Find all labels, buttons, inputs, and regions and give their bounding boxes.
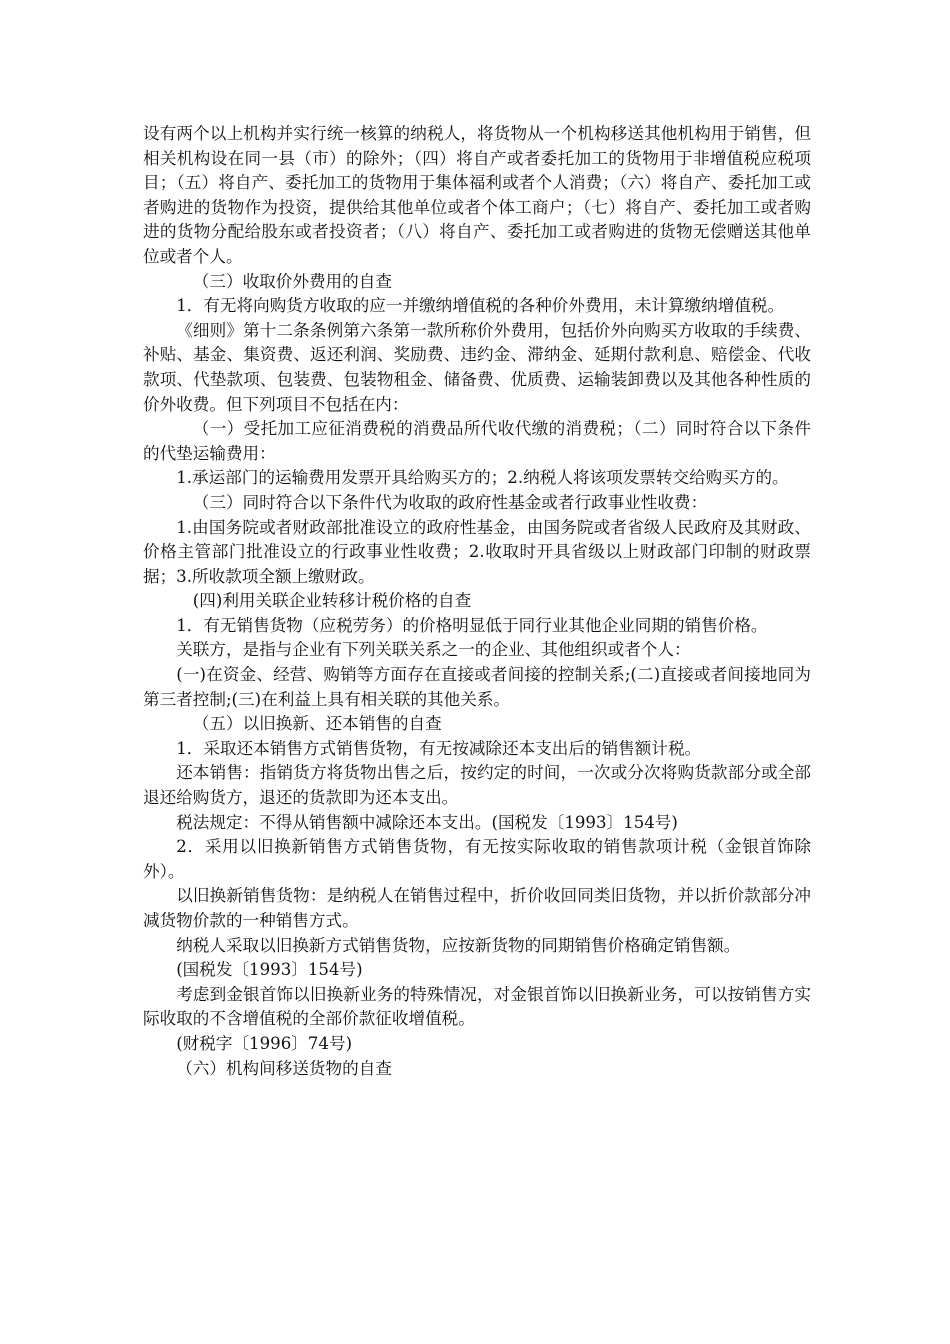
section-heading: (四)利用关联企业转移计税价格的自查 <box>192 591 472 611</box>
paragraph: （一）受托加工应征消费税的消费品所代收代缴的消费税；（二）同时符合以下条件的代垫运输费用： <box>143 419 811 463</box>
section-heading: （五）以旧换新、还本销售的自查 <box>192 714 442 734</box>
section-heading: （三）收取价外费用的自查 <box>192 271 392 291</box>
paragraph: 1．采取还本销售方式销售货物，有无按减除还本支出后的销售额计税。 <box>176 738 702 758</box>
paragraph: 考虑到金银首饰以旧换新业务的特殊情况，对金银首饰以旧换新业务，可以按销售方实际收取的不含增值税的全部价款征收增值税。 <box>143 984 811 1029</box>
paragraph: 1.由国务院或者财政部批准设立的政府性基金，由国务院或者省级人民政府及其财政、价格主管部门批准设立的行政事业性收费；2.收取时开具省级以上财政部门印制的财政票据；3.所收款项全额上缴财政。 <box>143 517 811 586</box>
paragraph: 1．有无销售货物（应税劳务）的价格明显低于同行业其他企业同期的销售价格。 <box>176 615 768 635</box>
paragraph: 《细则》第十二条条例第六条第一款所称价外费用，包括价外向购买方收取的手续费、补贴、基金、集资费、返还利润、奖励费、违约金、滞纳金、延期付款利息、赔偿金、代收款项、代垫款项、包装费、包装物租金、储备费、优质费、运输装卸费以及其他各种性质的价外收费。但下列项目不包括在内： <box>143 320 811 414</box>
citation: (财税字〔1996〕74号) <box>176 1033 353 1053</box>
paragraph: 关联方，是指与企业有下列关联关系之一的企业、其他组织或者个人： <box>176 640 691 660</box>
paragraph: 还本销售：指销货方将货物出售之后，按约定的时间，一次或分次将购货款部分或全部退还给购货方，退还的货款即为还本支出。 <box>143 763 811 808</box>
paragraph: 设有两个以上机构并实行统一核算的纳税人，将货物从一个机构移送其他机构用于销售，但相关机构设在同一县（市）的除外；（四）将自产或者委托加工的货物用于非增值税应税项目；（五）将自产、委托加工的货物用于集体福利或者个人消费；（六）将自产、委托加工或者购进的货物作为投资，提供给其他单位或者个体工商户；（七）将自产、委托加工或者购进的货物分配给股东或者投资者；（八）将自产、委托加工或者购进的货物无偿赠送其他单位或者个人。 <box>143 124 811 266</box>
paragraph: 以旧换新销售货物：是纳税人在销售过程中，折价收回同类旧货物，并以折价款部分冲减货物价款的一种销售方式。 <box>143 886 811 930</box>
section-heading: （六）机构间移送货物的自查 <box>176 1058 392 1078</box>
paragraph: 纳税人采取以旧换新方式销售货物，应按新货物的同期销售价格确定销售额。 <box>176 935 741 955</box>
paragraph: 1.承运部门的运输费用发票开具给购买方的；2.纳税人将该项发票转交给购买方的。 <box>176 468 789 488</box>
paragraph: （三）同时符合以下条件代为收取的政府性基金或者行政事业性收费： <box>192 492 708 512</box>
paragraph: 税法规定：不得从销售额中减除还本支出。(国税发〔1993〕154号) <box>176 812 678 832</box>
paragraph: 2．采用以旧换新销售方式销售货物，有无按实际收取的销售款项计税（金银首饰除外）。 <box>143 837 811 881</box>
citation: (国税发〔1993〕154号) <box>176 960 363 980</box>
paragraph: (一)在资金、经营、购销等方面存在直接或者间接的控制关系;(二)直接或者间接地同为第三者控制;(三)在利益上具有相关联的其他关系。 <box>143 665 811 709</box>
paragraph: 1．有无将向购货方收取的应一并缴纳增值税的各种价外费用，未计算缴纳增值税。 <box>176 296 785 316</box>
document-body <box>143 122 811 1081</box>
